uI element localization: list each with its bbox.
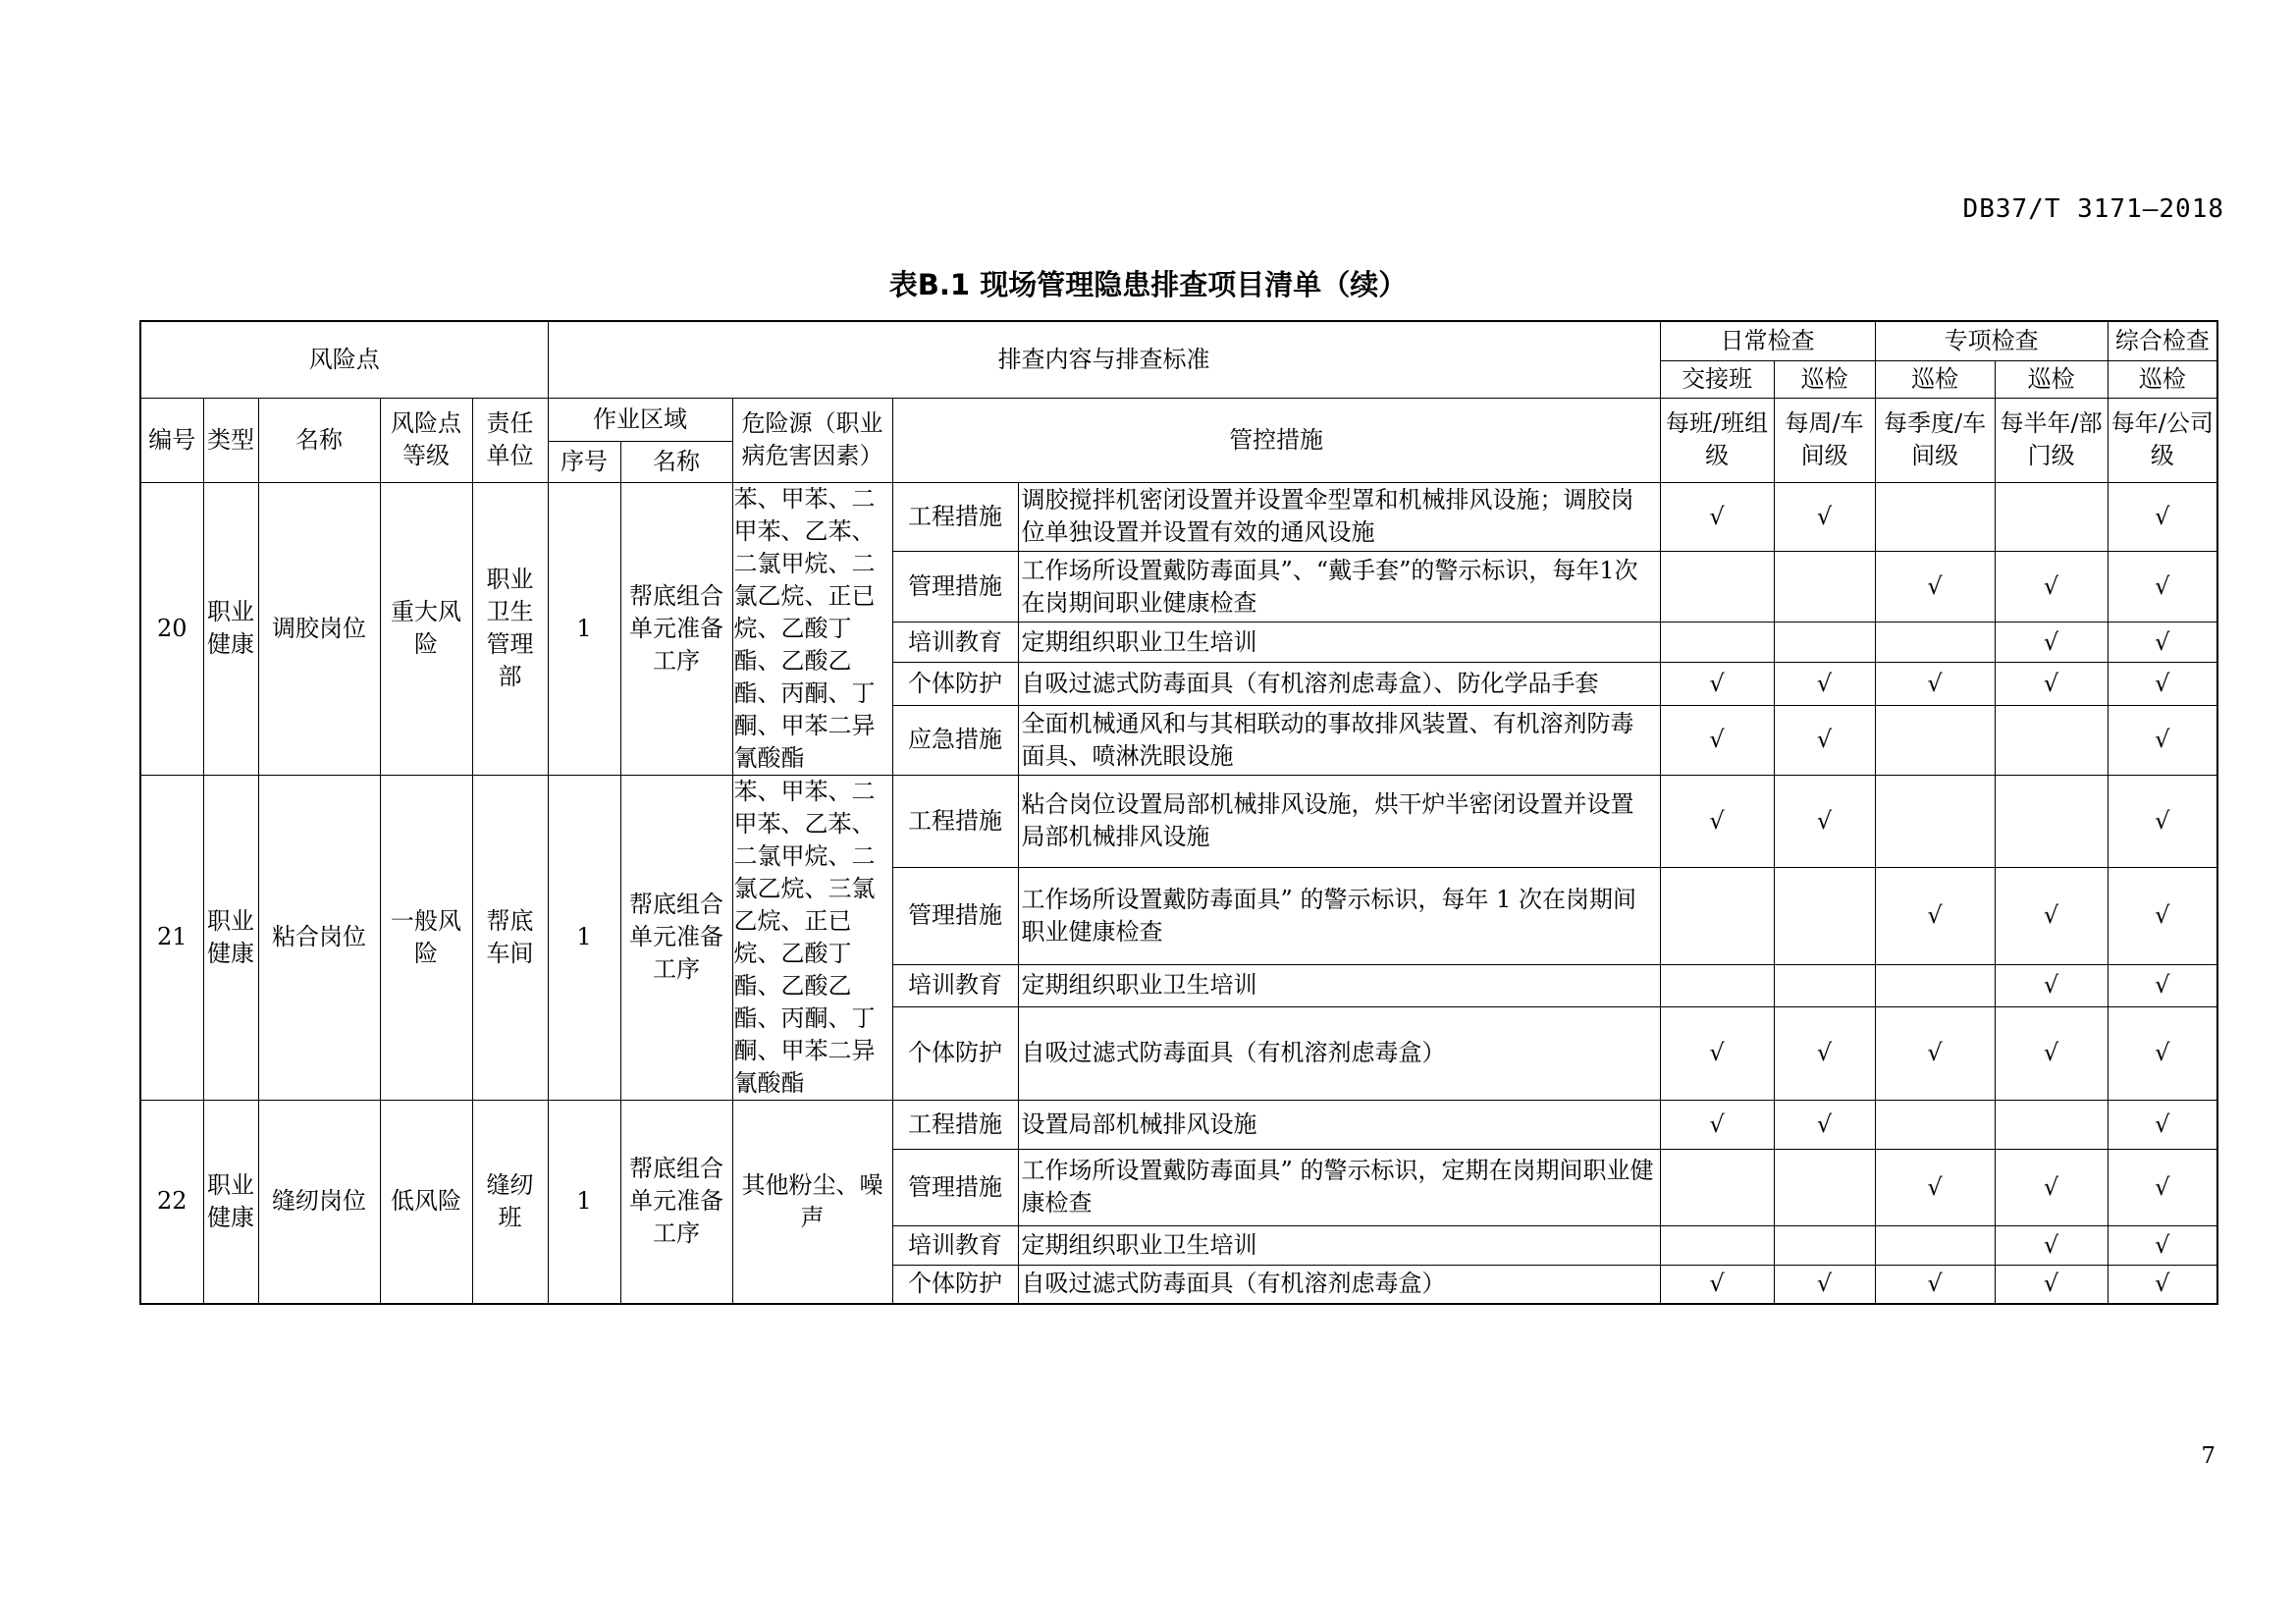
- measure-text: 自吸过滤式防毒面具（有机溶剂虑毒盒）: [1018, 1006, 1660, 1100]
- patrol-header: 巡检: [2108, 360, 2217, 398]
- measure-type: 个体防护: [892, 1265, 1018, 1304]
- check-mark-icon: √: [2043, 901, 2059, 930]
- row-area: 帮底组合单元准备工序: [620, 1100, 732, 1304]
- check-mark-icon: √: [1709, 502, 1725, 530]
- check-mark-icon: √: [2155, 1110, 2170, 1138]
- measure-text: 定期组织职业卫生培训: [1018, 964, 1660, 1006]
- check-mark-icon: √: [1709, 1270, 1725, 1298]
- check-cell: [1995, 662, 2108, 705]
- check-mark-icon: √: [1816, 806, 1833, 835]
- check-mark-icon: √: [2155, 1039, 2170, 1067]
- check-mark-icon: √: [2155, 1230, 2170, 1259]
- check-cell: [1875, 1006, 1995, 1100]
- freq-header: 每班/班组级: [1660, 398, 1774, 482]
- check-cell: [1774, 1006, 1875, 1100]
- patrol-header: 巡检: [1875, 360, 1995, 398]
- measure-text: 自吸过滤式防毒面具（有机溶剂虑毒盒）: [1018, 1265, 1660, 1304]
- row-risk-level: 重大风险: [380, 482, 472, 775]
- check-mark-icon: √: [2155, 572, 2170, 601]
- row-unit: 缝纫班: [472, 1100, 548, 1304]
- check-mark-icon: √: [2043, 1039, 2059, 1067]
- work-area-header: 作业区域: [548, 398, 732, 441]
- check-cell: [1660, 1006, 1774, 1100]
- comprehensive-check-header: 综合检查: [2108, 321, 2217, 360]
- measure-type: 个体防护: [892, 662, 1018, 705]
- row-area: 帮底组合单元准备工序: [620, 775, 732, 1100]
- unit-header: 责任单位: [472, 398, 548, 482]
- risk-level-header: 风险点等级: [380, 398, 472, 482]
- check-cell: [2108, 868, 2217, 965]
- check-cell: [2108, 662, 2217, 705]
- row-type: 职业健康: [203, 1100, 258, 1304]
- check-cell: [2108, 1149, 2217, 1225]
- row-hazard: 苯、甲苯、二甲苯、乙苯、二氯甲烷、二氯乙烷、三氯乙烷、正已烷、乙酸丁酯、乙酸乙酯、丙酮、丁酮、甲苯二异氰酸酯: [732, 775, 892, 1100]
- table-title: 表B.1 现场管理隐患排查项目清单（续）: [888, 268, 1408, 301]
- check-mark-icon: √: [1927, 1172, 1943, 1201]
- row-unit: 职业卫生管理部: [472, 482, 548, 775]
- check-mark-icon: √: [2043, 1172, 2059, 1201]
- row-no: 21: [140, 775, 203, 1100]
- content-standard-header: 排查内容与排查标准: [548, 321, 1660, 398]
- check-cell: [1774, 482, 1875, 551]
- row-seq: 1: [548, 1100, 620, 1304]
- check-cell: [1875, 1149, 1995, 1225]
- check-cell: [1995, 964, 2108, 1006]
- check-cell: [1995, 1006, 2108, 1100]
- measure-type: 管理措施: [892, 551, 1018, 622]
- check-cell: [1875, 1265, 1995, 1304]
- check-mark-icon: √: [2043, 669, 2059, 697]
- check-mark-icon: √: [1816, 502, 1833, 530]
- hazard-inspection-table: [139, 320, 2218, 1305]
- check-cell: [1774, 1149, 1875, 1225]
- check-cell: [1774, 662, 1875, 705]
- row-name: 调胶岗位: [258, 482, 380, 775]
- measure-type: 培训教育: [892, 964, 1018, 1006]
- check-cell: [1774, 964, 1875, 1006]
- row-risk-level: 一般风险: [380, 775, 472, 1100]
- check-cell: [1995, 551, 2108, 622]
- row-risk-level: 低风险: [380, 1100, 472, 1304]
- freq-header: 每半年/部门级: [1995, 398, 2108, 482]
- check-cell: [1995, 623, 2108, 662]
- check-cell: [1774, 775, 1875, 868]
- check-cell: [1660, 1225, 1774, 1265]
- check-mark-icon: √: [2155, 502, 2170, 530]
- check-cell: [1995, 868, 2108, 965]
- check-mark-icon: √: [2155, 627, 2170, 656]
- check-cell: [1875, 662, 1995, 705]
- check-cell: [1875, 775, 1995, 868]
- check-cell: [2108, 1265, 2217, 1304]
- check-mark-icon: √: [1816, 1039, 1833, 1067]
- check-cell: [1660, 964, 1774, 1006]
- check-cell: [1774, 868, 1875, 965]
- row-no: 22: [140, 1100, 203, 1304]
- check-cell: [1774, 706, 1875, 775]
- check-mark-icon: √: [1816, 1110, 1833, 1138]
- check-cell: [1774, 1225, 1875, 1265]
- check-cell: [1660, 551, 1774, 622]
- patrol-header: 巡检: [1995, 360, 2108, 398]
- check-cell: [1875, 868, 1995, 965]
- special-check-header: 专项检查: [1875, 321, 2108, 360]
- check-mark-icon: √: [2043, 627, 2059, 656]
- check-mark-icon: √: [1816, 726, 1833, 754]
- row-hazard: 苯、甲苯、二甲苯、乙苯、二氯甲烷、二氯乙烷、正已烷、乙酸丁酯、乙酸乙酯、丙酮、丁酮、甲苯二异氰酸酯: [732, 482, 892, 775]
- measure-type: 管理措施: [892, 868, 1018, 965]
- table-row: [140, 775, 2217, 868]
- daily-check-header: 日常检查: [1660, 321, 1875, 360]
- name-header: 名称: [258, 398, 380, 482]
- row-type: 职业健康: [203, 775, 258, 1100]
- check-cell: [2108, 964, 2217, 1006]
- shift-handover-header: 交接班: [1660, 360, 1774, 398]
- check-cell: [2108, 482, 2217, 551]
- measure-text: 工作场所设置戴防毒面具” 的警示标识，每年 1 次在岗期间职业健康检查: [1018, 868, 1660, 965]
- check-mark-icon: √: [1927, 572, 1943, 601]
- check-cell: [1995, 1265, 2108, 1304]
- freq-header: 每周/车间级: [1774, 398, 1875, 482]
- check-mark-icon: √: [2043, 1230, 2059, 1259]
- document-code: DB37/T 3171—2018: [1962, 194, 2224, 224]
- measure-text: 工作场所设置戴防毒面具”、“戴手套”的警示标识，每年1次在岗期间职业健康检查: [1018, 551, 1660, 622]
- measure-type: 工程措施: [892, 775, 1018, 868]
- hazard-header: 危险源（职业病危害因素）: [732, 398, 892, 482]
- measure-text: 粘合岗位设置局部机械排风设施，烘干炉半密闭设置并设置局部机械排风设施: [1018, 775, 1660, 868]
- measure-type: 应急措施: [892, 706, 1018, 775]
- check-mark-icon: √: [2155, 971, 2170, 1000]
- row-seq: 1: [548, 775, 620, 1100]
- check-cell: [1875, 482, 1995, 551]
- check-cell: [2108, 775, 2217, 868]
- measure-text: 定期组织职业卫生培训: [1018, 623, 1660, 662]
- check-cell: [2108, 1006, 2217, 1100]
- row-area: 帮底组合单元准备工序: [620, 482, 732, 775]
- check-cell: [1995, 706, 2108, 775]
- check-mark-icon: √: [1709, 1110, 1725, 1138]
- check-cell: [1875, 551, 1995, 622]
- check-cell: [2108, 551, 2217, 622]
- check-cell: [1660, 868, 1774, 965]
- check-mark-icon: √: [2155, 669, 2170, 697]
- check-cell: [2108, 623, 2217, 662]
- measure-type: 工程措施: [892, 482, 1018, 551]
- check-cell: [1774, 1100, 1875, 1149]
- check-mark-icon: √: [2155, 726, 2170, 754]
- patrol-header: 巡检: [1774, 360, 1875, 398]
- check-cell: [1875, 1100, 1995, 1149]
- measure-type: 培训教育: [892, 623, 1018, 662]
- measure-text: 调胶搅拌机密闭设置并设置伞型罩和机械排风设施；调胶岗位单独设置并设置有效的通风设施: [1018, 482, 1660, 551]
- check-mark-icon: √: [2155, 1172, 2170, 1201]
- check-cell: [2108, 1225, 2217, 1265]
- check-cell: [2108, 706, 2217, 775]
- check-cell: [1660, 1265, 1774, 1304]
- check-cell: [1660, 623, 1774, 662]
- measure-type: 工程措施: [892, 1100, 1018, 1149]
- check-mark-icon: √: [1709, 669, 1725, 697]
- check-cell: [1660, 1100, 1774, 1149]
- type-header: 类型: [203, 398, 258, 482]
- row-no: 20: [140, 482, 203, 775]
- freq-header: 每年/公司级: [2108, 398, 2217, 482]
- check-mark-icon: √: [1927, 669, 1943, 697]
- check-cell: [1995, 1149, 2108, 1225]
- check-mark-icon: √: [2043, 971, 2059, 1000]
- risk-point-header: 风险点: [140, 321, 548, 398]
- check-cell: [1995, 482, 2108, 551]
- check-cell: [1774, 623, 1875, 662]
- area-name-header: 名称: [620, 441, 732, 482]
- check-cell: [1875, 706, 1995, 775]
- check-mark-icon: √: [1816, 669, 1833, 697]
- row-name: 缝纫岗位: [258, 1100, 380, 1304]
- measure-text: 设置局部机械排风设施: [1018, 1100, 1660, 1149]
- row-unit: 帮底车间: [472, 775, 548, 1100]
- check-cell: [1660, 706, 1774, 775]
- check-mark-icon: √: [1927, 1270, 1943, 1298]
- row-hazard: 其他粉尘、噪声: [732, 1100, 892, 1304]
- check-mark-icon: √: [1816, 1270, 1833, 1298]
- measure-type: 培训教育: [892, 1225, 1018, 1265]
- check-cell: [1660, 482, 1774, 551]
- measure-type: 个体防护: [892, 1006, 1018, 1100]
- check-mark-icon: √: [1709, 1039, 1725, 1067]
- measure-text: 工作场所设置戴防毒面具” 的警示标识，定期在岗期间职业健康检查: [1018, 1149, 1660, 1225]
- check-cell: [2108, 1100, 2217, 1149]
- check-cell: [1774, 551, 1875, 622]
- row-seq: 1: [548, 482, 620, 775]
- measure-text: 全面机械通风和与其相联动的事故排风装置、有机溶剂防毒面具、喷淋洗眼设施: [1018, 706, 1660, 775]
- measure-text: 自吸过滤式防毒面具（有机溶剂虑毒盒）、防化学品手套: [1018, 662, 1660, 705]
- check-mark-icon: √: [2155, 1270, 2170, 1298]
- check-mark-icon: √: [2155, 901, 2170, 930]
- check-mark-icon: √: [1927, 1039, 1943, 1067]
- no-header: 编号: [140, 398, 203, 482]
- check-mark-icon: √: [1927, 901, 1943, 930]
- freq-header: 每季度/车间级: [1875, 398, 1995, 482]
- check-cell: [1995, 1100, 2108, 1149]
- check-cell: [1660, 662, 1774, 705]
- check-cell: [1875, 1225, 1995, 1265]
- check-cell: [1875, 964, 1995, 1006]
- check-mark-icon: √: [2155, 806, 2170, 835]
- check-mark-icon: √: [1709, 726, 1725, 754]
- table-row: [140, 482, 2217, 551]
- check-cell: [1774, 1265, 1875, 1304]
- page-number: 7: [2201, 1443, 2216, 1469]
- check-mark-icon: √: [2043, 572, 2059, 601]
- measure-type: 管理措施: [892, 1149, 1018, 1225]
- table-row: [140, 1100, 2217, 1149]
- check-mark-icon: √: [2043, 1270, 2059, 1298]
- row-type: 职业健康: [203, 482, 258, 775]
- check-cell: [1660, 1149, 1774, 1225]
- row-name: 粘合岗位: [258, 775, 380, 1100]
- check-cell: [1875, 623, 1995, 662]
- seq-header: 序号: [548, 441, 620, 482]
- measure-text: 定期组织职业卫生培训: [1018, 1225, 1660, 1265]
- check-cell: [1660, 775, 1774, 868]
- control-header: 管控措施: [892, 398, 1660, 482]
- check-cell: [1995, 1225, 2108, 1265]
- check-mark-icon: √: [1709, 806, 1725, 835]
- check-cell: [1995, 775, 2108, 868]
